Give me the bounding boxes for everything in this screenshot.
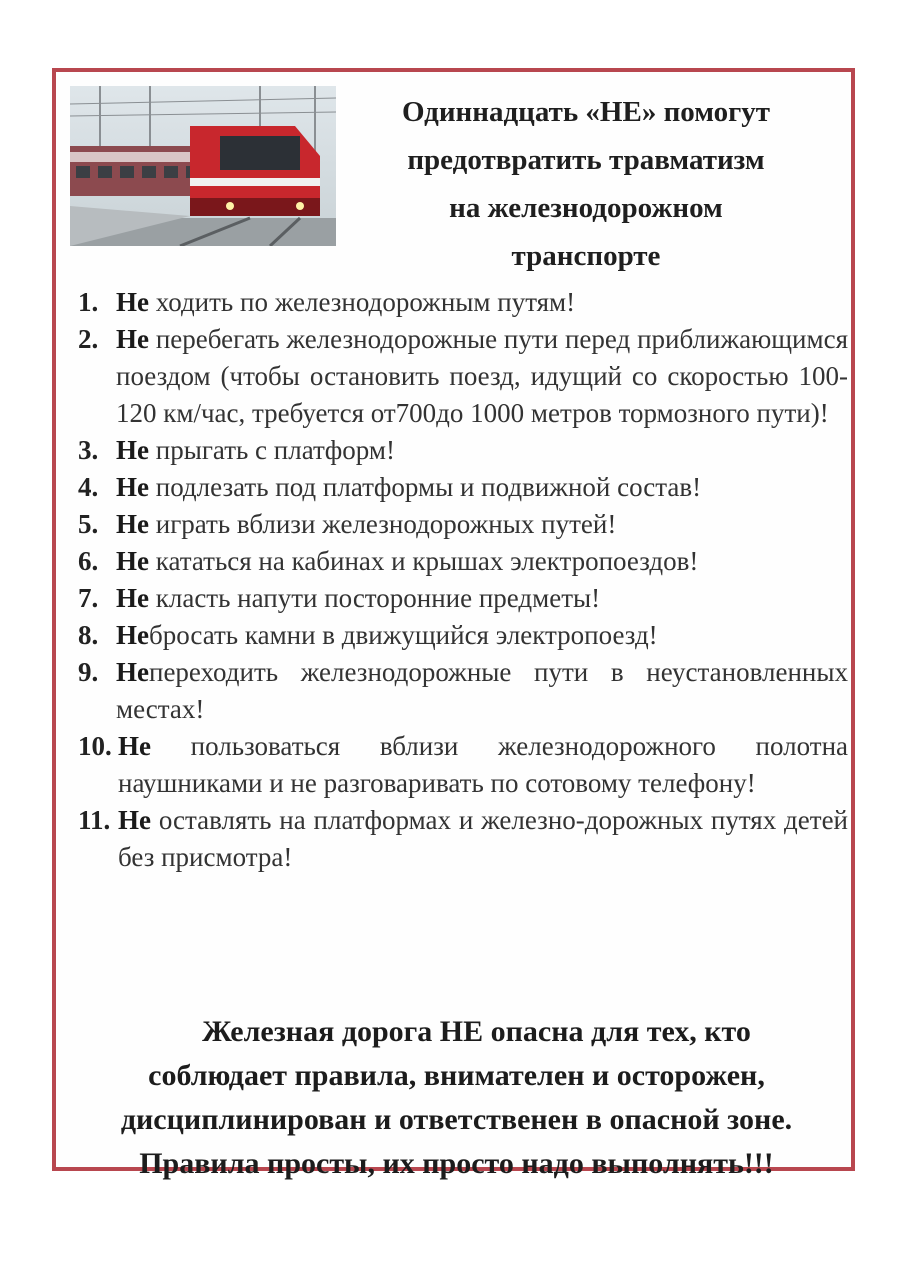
rule-text: подлезать под платформы и подвижной состав! (149, 472, 702, 502)
footer-line-3: дисциплинирован и ответственен в опасной зоне. (120, 1103, 793, 1136)
rule-number: 10. (78, 731, 112, 761)
footer-line-4: Правила просты, их просто надо выполнять!!! (139, 1147, 774, 1180)
rule-number: 2. (78, 324, 99, 354)
rule-text: бросать камни в движущийся электропоезд! (149, 620, 658, 650)
rule-ne: Не (118, 805, 151, 835)
rule-ne: Не (116, 546, 149, 576)
title-line-3: на железнодорожном (449, 192, 723, 224)
rule-ne: Не (116, 657, 149, 687)
rule-ne: Не (116, 620, 149, 650)
rule-ne: Не (116, 324, 149, 354)
rule-item-1 (78, 284, 848, 321)
rule-item-8 (78, 617, 848, 654)
rule-number: 11. (78, 805, 111, 835)
rule-number: 8. (78, 620, 99, 650)
poster-footer (60, 1010, 853, 1186)
rule-ne: Не (116, 583, 149, 613)
rule-item-5 (78, 506, 848, 543)
rule-text: оставлять на платформах и железно-дорожных путях детей без присмотра! (118, 805, 848, 872)
footer-line-2: соблюдает правила, внимателен и осторожен, (148, 1059, 765, 1092)
rule-number: 1. (78, 287, 99, 317)
rule-text: прыгать с платформ! (149, 435, 395, 465)
rule-number: 4. (78, 472, 99, 502)
rule-text: класть напути посторонние предметы! (149, 583, 601, 613)
rule-item-11 (78, 802, 848, 876)
rule-text: ходить по железнодорожным путям! (149, 287, 576, 317)
rule-number: 3. (78, 435, 99, 465)
rule-text: перебегать железнодорожные пути перед приближающимся поездом (чтобы остановить поезд, идущий со скоростью 100-120 км/час, требуется от700до 1000 метров тормозного пути)! (116, 324, 848, 428)
title-line-1: Одиннадцать «НЕ» помогут (401, 96, 771, 128)
rule-ne: Не (116, 472, 149, 502)
rule-text: переходить железнодорожные пути в неустановленных местах! (116, 657, 848, 724)
rule-text: кататься на кабинах и крышах электропоездов! (149, 546, 699, 576)
rule-ne: Не (116, 509, 149, 539)
poster-frame (52, 68, 855, 1180)
poster-title (346, 88, 826, 280)
rule-ne: Не (116, 287, 149, 317)
rule-item-3 (78, 432, 848, 469)
rule-ne: Не (116, 435, 149, 465)
rule-text: играть вблизи железнодорожных путей! (149, 509, 617, 539)
rule-number: 7. (78, 583, 99, 613)
rule-item-9 (78, 654, 848, 728)
train-illustration (70, 86, 336, 246)
footer-line-1: Железная дорога НЕ опасна для тех, кто (202, 1015, 751, 1048)
rule-item-10 (78, 728, 848, 802)
rules-list (78, 284, 848, 876)
rule-ne: Не (118, 731, 151, 761)
rule-number: 5. (78, 509, 99, 539)
train-photo (70, 86, 336, 246)
rule-text: пользоваться вблизи железнодорожного полотна наушниками и не разговаривать по сотовому телефону! (118, 731, 848, 798)
rule-item-6 (78, 543, 848, 580)
title-line-4: транспорте (511, 240, 661, 272)
rule-number: 9. (78, 657, 99, 687)
rule-number: 6. (78, 546, 99, 576)
title-line-2: предотвратить травматизм (407, 144, 765, 176)
rule-item-4 (78, 469, 848, 506)
rule-item-7 (78, 580, 848, 617)
rule-item-2 (78, 321, 848, 432)
